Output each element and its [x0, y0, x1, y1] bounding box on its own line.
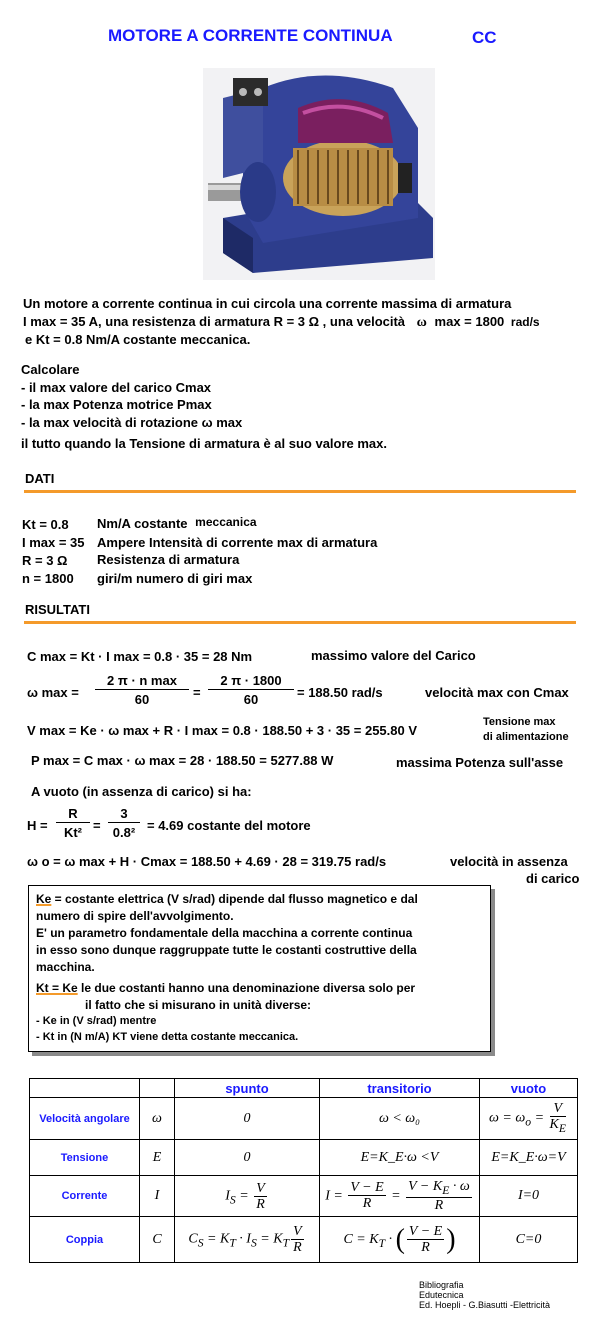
cell-vuoto: C=0: [480, 1217, 578, 1263]
cell-vuoto: $\omega = \omega_o$ = $\frac{V}{K_E}$: [480, 1098, 578, 1140]
row-symbol: C: [140, 1217, 175, 1263]
biblio-line: Ed. Hoepli - G.Biasutti -Elettricità: [419, 1300, 551, 1310]
note-kt-term: Kt = Ke: [36, 981, 78, 995]
intro-line-1: Un motore a corrente continua in cui circola una corrente massima di armatura: [23, 296, 512, 311]
dati-key: I max = 35: [22, 535, 85, 550]
dati-value: Ampere Intensità di corrente max di armatura: [97, 535, 378, 550]
h-fraction-1: [56, 806, 90, 840]
biblio-line: Bibliografia: [419, 1280, 464, 1290]
motor-illustration: [203, 68, 435, 280]
intro-line-2-end: max = 1800: [434, 314, 505, 329]
table-header-empty: [140, 1079, 175, 1098]
intro-line-3: e Kt = 0.8 Nm/A costante meccanica.: [25, 332, 251, 347]
h-f1-den: Kt²: [63, 825, 83, 840]
table-row: [30, 1140, 578, 1176]
note-line: in esso sono dunque raggruppate tutte le costanti costruttive della: [36, 943, 417, 957]
table-header-empty: [30, 1079, 140, 1098]
h-fraction-2: [108, 806, 140, 840]
cell-spunto: $I_S$ = $\frac{V}{R}$: [175, 1176, 320, 1217]
ke-note-box: [28, 885, 491, 1052]
dati-value-text: Nm/A costante: [97, 516, 188, 531]
dati-value: giri/m numero di giri max: [97, 571, 253, 586]
pmax-note: massima Potenza sull'asse: [396, 755, 564, 770]
calcolare-heading: Calcolare: [21, 362, 80, 377]
omega0-note-1: velocità in assenza: [450, 854, 568, 869]
table-header-row: [30, 1079, 578, 1098]
cell-vuoto: I=0: [480, 1176, 578, 1217]
row-symbol: E: [140, 1140, 175, 1176]
dati-value: Resistenza di armatura: [97, 552, 240, 567]
dati-value: [97, 516, 257, 531]
dati-heading: DATI: [25, 471, 55, 486]
omega-fraction-1: [95, 673, 189, 707]
cell-spunto: 0: [175, 1098, 320, 1140]
table-header-transitorio: transitorio: [320, 1079, 480, 1098]
h-lhs: H =: [27, 818, 48, 833]
dati-key: n = 1800: [22, 571, 74, 586]
cell-transitorio: $C = K_T$ · ( $\frac{V - E}{R}$ ): [320, 1217, 480, 1263]
h-f1-num: R: [56, 806, 90, 823]
omega-result: = 188.50 rad/s: [297, 685, 383, 700]
table-header-spunto: spunto: [175, 1079, 320, 1098]
risultati-heading: RISULTATI: [25, 602, 90, 617]
calcolare-item: - la max velocità di rotazione ω max: [21, 415, 243, 430]
dati-divider: [24, 490, 576, 493]
h-f2-den: 0.8²: [112, 825, 136, 840]
omega-note: velocità max con Cmax: [425, 685, 569, 700]
cmax-formula: C max = Kt · I max = 0.8 · 35 = 28 Nm: [27, 649, 253, 664]
calcolare-item: - la max Potenza motrice Pmax: [21, 397, 212, 412]
cell-transitorio: ω < ω₀: [320, 1098, 480, 1140]
h-eq: =: [93, 818, 101, 833]
note-line: macchina.: [36, 960, 95, 974]
omega-symbol: ω: [416, 315, 427, 330]
dati-value-extra: meccanica: [195, 515, 257, 529]
cell-spunto: $C_S = K_T \cdot I_S = K_T$ $\frac{V}{R}$: [175, 1217, 320, 1263]
cell-transitorio: I = $\frac{V - E}{R}$ = $\frac{V - K_E \cdot \omega}{R}$: [320, 1176, 480, 1217]
note-line: [36, 892, 418, 906]
table-row: [30, 1176, 578, 1217]
vmax-note-2: di alimentazione: [483, 731, 569, 743]
intro-line-2: [23, 314, 540, 331]
cmax-note: massimo valore del Carico: [311, 648, 476, 663]
calcolare-footer: il tutto quando la Tensione di armatura è al suo valore max.: [21, 436, 388, 451]
vmax-note-1: Tensione max: [483, 716, 556, 728]
intro-line-2-unit: rad/s: [510, 315, 540, 329]
omega-max-lhs: ω max =: [27, 685, 79, 700]
row-symbol: ω: [140, 1098, 175, 1140]
title-suffix: CC: [472, 28, 497, 47]
omega-fraction-2: [208, 673, 294, 707]
formula-table: [29, 1078, 578, 1263]
h-f2-num: 3: [108, 806, 140, 823]
h-result: = 4.69 costante del motore: [147, 818, 311, 833]
cell-vuoto: E=K_E·ω=V: [480, 1140, 578, 1176]
dati-key: R = 3 Ω: [22, 553, 68, 568]
risultati-divider: [24, 621, 576, 624]
page-title: [108, 26, 393, 46]
row-name: Coppia: [30, 1217, 140, 1263]
note-line: numero di spire dell'avvolgimento.: [36, 909, 234, 923]
note-ke-term: Ke: [36, 892, 52, 906]
note-line: il fatto che si misurano in unità diverse:: [85, 998, 312, 1012]
table-row: [30, 1098, 578, 1140]
cell-transitorio: E=K_E·ω <V: [320, 1140, 480, 1176]
title-text: MOTORE A CORRENTE CONTINUA: [108, 26, 393, 45]
dati-key: Kt = 0.8: [22, 517, 69, 532]
vmax-formula: V max = Ke · ω max + R · I max = 0.8 · 188.50 + 3 · 35 = 255.80 V: [27, 723, 418, 738]
bibliography: [419, 1280, 550, 1310]
omega-f2-num: 2 π · 1800: [208, 673, 294, 690]
intro-line-2-text: I max = 35 A, una resistenza di armatura R = 3 Ω , una velocità: [23, 314, 406, 329]
note-line: E' un parametro fondamentale della macchina a corrente continua: [36, 926, 413, 940]
table-header-vuoto: vuoto: [480, 1079, 578, 1098]
row-symbol: I: [140, 1176, 175, 1217]
pmax-formula: P max = C max · ω max = 28 · 188.50 = 5277.88 W: [31, 753, 334, 768]
row-name: Corrente: [30, 1176, 140, 1217]
vuoto-line: A vuoto (in assenza di carico) si ha:: [31, 784, 252, 799]
omega-eq: =: [193, 685, 201, 700]
note-line-text: = costante elettrica (V s/rad) dipende dal flusso magnetico e dal: [51, 892, 418, 906]
omega-f1-num: 2 π · n max: [95, 673, 189, 690]
omega0-formula: ω o = ω max + H · Cmax = 188.50 + 4.69 · 28 = 319.75 rad/s: [27, 854, 387, 869]
row-name: Tensione: [30, 1140, 140, 1176]
row-name: Velocità angolare: [30, 1098, 140, 1140]
calcolare-item: - il max valore del carico Cmax: [21, 380, 212, 395]
note-line: - Kt in (N m/A) KT viene detta costante meccanica.: [36, 1031, 299, 1043]
omega-f2-den: 60: [243, 692, 259, 707]
omega0-note-2: di carico: [526, 871, 580, 886]
note-line: [36, 981, 415, 995]
note-line-text: le due costanti hanno una denominazione diversa solo per: [77, 981, 416, 995]
biblio-line: Edutecnica: [419, 1290, 464, 1300]
omega-f1-den: 60: [134, 692, 150, 707]
table-row: [30, 1217, 578, 1263]
cell-spunto: 0: [175, 1140, 320, 1176]
note-line: - Ke in (V s/rad) mentre: [36, 1015, 157, 1027]
